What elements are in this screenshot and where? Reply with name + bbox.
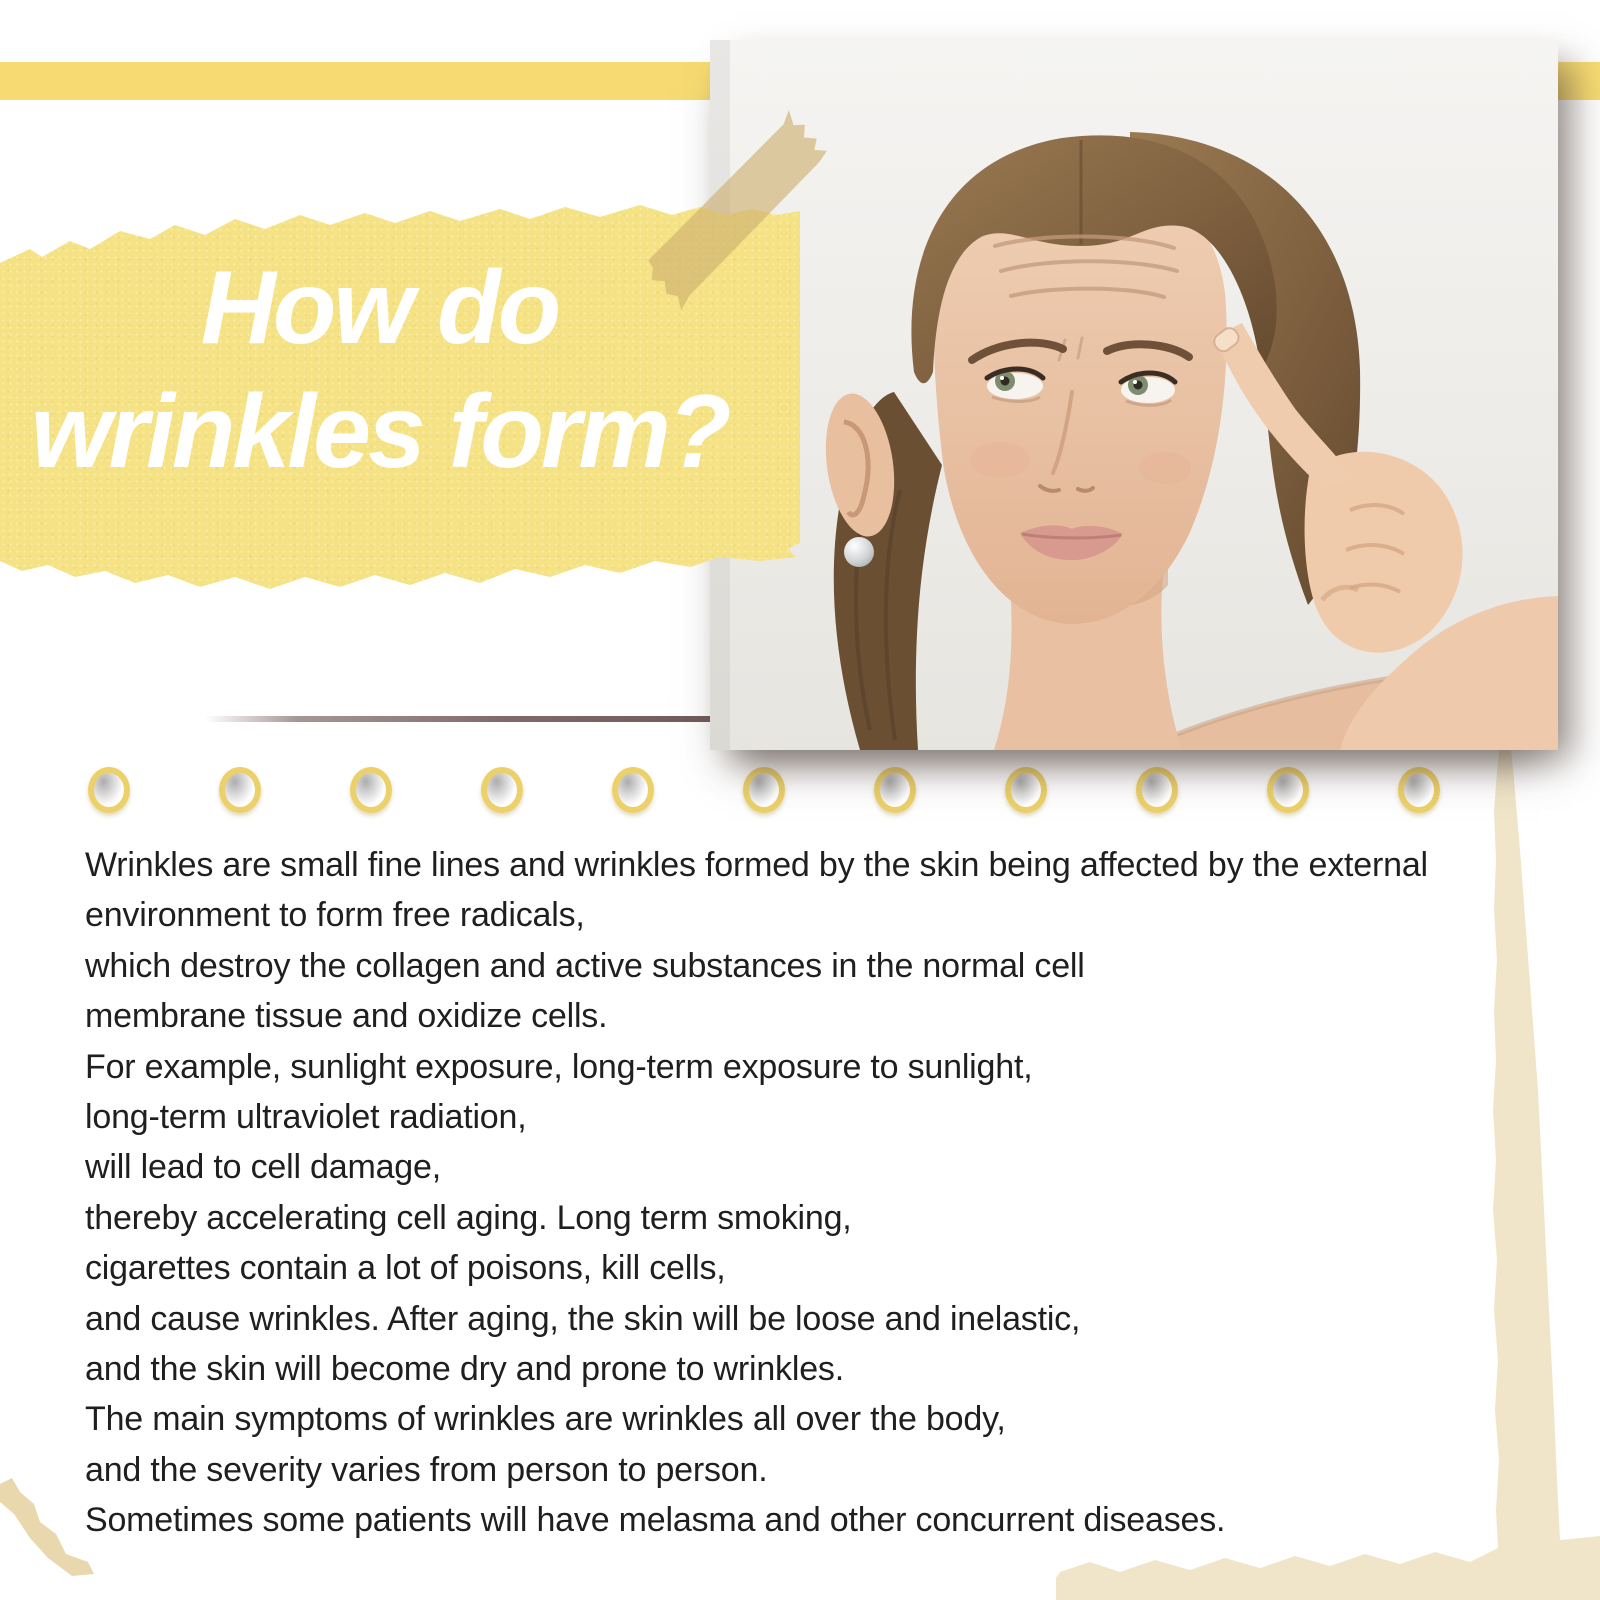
title-line-2: wrinkles form? xyxy=(30,374,729,490)
body-text-line: and the severity varies from person to person. xyxy=(85,1450,768,1489)
binder-ring-icon xyxy=(1005,767,1047,813)
binder-ring-icon xyxy=(612,767,654,813)
body-text-line: thereby accelerating cell aging. Long term smoking, xyxy=(85,1198,852,1237)
body-text-line: and cause wrinkles. After aging, the skin will be loose and inelastic, xyxy=(85,1299,1081,1338)
body-text-line: and the skin will become dry and prone to wrinkles. xyxy=(85,1350,844,1389)
woman-photo xyxy=(710,40,1558,750)
binder-ring-icon xyxy=(481,767,523,813)
binder-ring-icon xyxy=(1136,767,1178,813)
body-text-line: The main symptoms of wrinkles are wrinkles all over the body, xyxy=(85,1400,1006,1439)
page-title xyxy=(0,246,767,494)
binder-ring-icon xyxy=(1398,767,1440,813)
article-body xyxy=(85,840,1565,1546)
body-text-line: For example, sunlight exposure, long-term exposure to sunlight, xyxy=(85,1047,1033,1086)
title-line-1: How do xyxy=(200,250,559,366)
body-text-line: membrane tissue and oxidize cells. xyxy=(85,997,608,1036)
ring-row xyxy=(88,767,1440,813)
binder-ring-icon xyxy=(1267,767,1309,813)
body-text-line: will lead to cell damage, xyxy=(85,1148,441,1187)
body-text-line: which destroy the collagen and active substances in the normal cell xyxy=(85,946,1085,985)
binder-ring-icon xyxy=(743,767,785,813)
separator-line xyxy=(205,716,717,722)
body-text-line: long-term ultraviolet radiation, xyxy=(85,1098,527,1137)
body-text-line: cigarettes contain a lot of poisons, kill cells, xyxy=(85,1249,726,1288)
binder-ring-icon xyxy=(350,767,392,813)
body-text-line: Wrinkles are small fine lines and wrinkles formed by the skin being affected by the external xyxy=(85,846,1428,884)
binder-ring-icon xyxy=(88,767,130,813)
body-text-line: environment to form free radicals, xyxy=(85,896,585,935)
binder-ring-icon xyxy=(219,767,261,813)
body-text-line: Sometimes some patients will have melasma and other concurrent diseases. xyxy=(85,1501,1226,1540)
binder-ring-icon xyxy=(874,767,916,813)
